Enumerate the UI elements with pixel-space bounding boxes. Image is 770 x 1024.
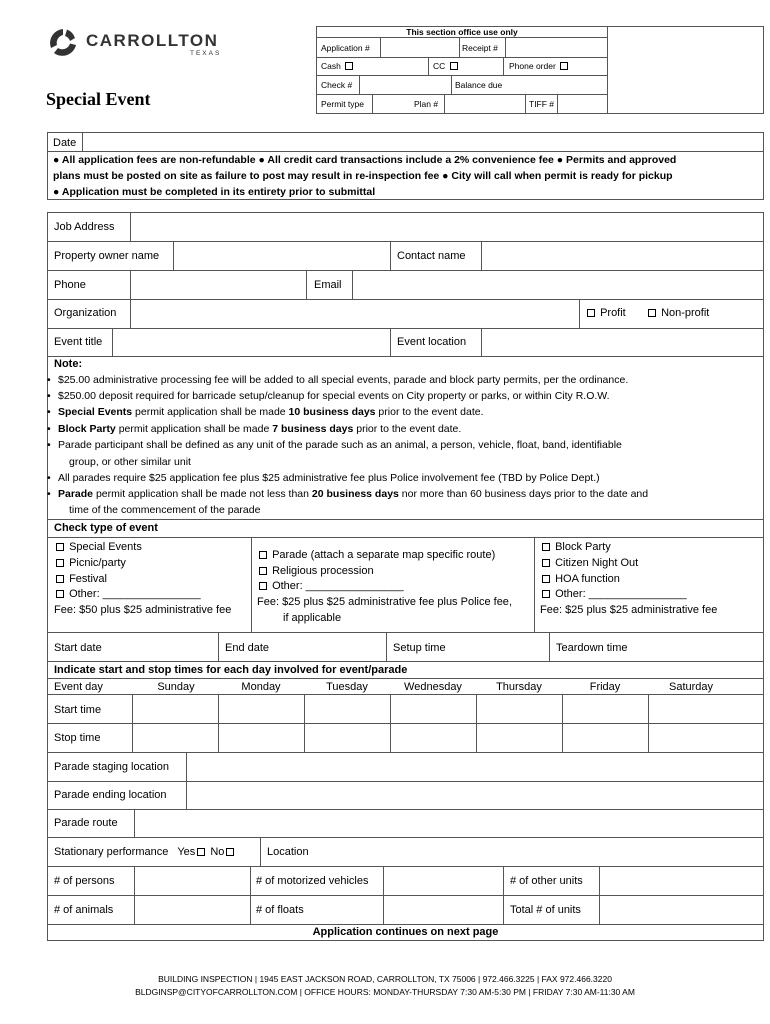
note-3c: 10 business days (288, 406, 376, 418)
location-label: Location (267, 846, 309, 858)
email-label: Email (314, 279, 342, 291)
office-cc-label (433, 61, 460, 71)
citizen-night-out-text: Citizen Night Out (555, 557, 639, 569)
non-profit-checkbox[interactable] (648, 309, 656, 317)
hoa-function-checkbox[interactable] (542, 575, 550, 583)
day-monday: Monday (241, 681, 281, 693)
hoa-function-option[interactable] (540, 573, 620, 586)
religious-procession-option[interactable] (257, 565, 374, 578)
setup-time-label: Setup time (393, 642, 446, 654)
parade-route-label: Parade route (54, 817, 118, 829)
cash-checkbox[interactable] (345, 62, 353, 70)
no-checkbox[interactable] (226, 848, 234, 856)
office-check-label: Check # (321, 80, 353, 90)
special-events-option[interactable] (54, 541, 142, 554)
event-day-label: Event day (54, 681, 103, 693)
note-3d: prior to the event date. (375, 406, 484, 418)
office-balance-due-label: Balance due (455, 80, 503, 90)
note-item-5: • Parade participant shall be defined as any unit of the parade such as an animal, a person, vehicle, float, band, identifiable (58, 439, 622, 452)
religious-procession-checkbox[interactable] (259, 567, 267, 575)
note-item-5-cont: group, or other similar unit (69, 456, 191, 468)
other-units-label: # of other units (510, 875, 583, 887)
office-phone-order-text: Phone order (509, 61, 556, 71)
notice-line-1: ● All application fees are non-refundable ● All credit card transactions include a 2% convenience fee ● Permits and approved (53, 154, 677, 166)
office-application-label: Application # (321, 43, 370, 53)
note-item-3 (58, 406, 484, 419)
festival-text: Festival (69, 573, 107, 585)
other-3-checkbox[interactable] (542, 590, 550, 598)
event-location-label: Event location (397, 336, 467, 348)
footer-line-1: BUILDING INSPECTION | 1945 EAST JACKSON ROAD, CARROLLTON, TX 75006 | 972.466.3225 | FAX 972.466.3220 (158, 974, 612, 984)
special-events-checkbox[interactable] (56, 543, 64, 551)
note-item-7-cont: time of the commencement of the parade (69, 504, 261, 516)
notice-line-3: ● Application must be completed in its entirety prior to submittal (53, 186, 376, 198)
office-tiff-label: TIFF # (529, 99, 555, 109)
office-receipt-label: Receipt # (462, 43, 498, 53)
phone-input[interactable] (131, 271, 305, 299)
non-profit-text: Non-profit (661, 307, 710, 319)
other-3-option[interactable] (540, 588, 687, 601)
logo-sub: TEXAS (190, 50, 222, 57)
note-title: Note: (54, 358, 83, 370)
block-party-option[interactable] (540, 541, 611, 554)
notice-line-2: plans must be posted on site as failure to post may result in re-inspection fee ● City will call when permit is ready for pickup (53, 170, 673, 182)
stationary-text: Stationary performance (54, 846, 169, 858)
parade-staging-label: Parade staging location (54, 761, 169, 773)
office-cash-label (321, 61, 355, 71)
day-wednesday: Wednesday (404, 681, 462, 693)
parade-option[interactable] (257, 549, 495, 562)
day-thursday: Thursday (496, 681, 542, 693)
festival-option[interactable] (54, 573, 107, 586)
col1-fee: Fee: $50 plus $25 administrative fee (54, 604, 232, 616)
hoa-function-text: HOA function (555, 573, 620, 585)
picnic-party-text: Picnic/party (69, 557, 126, 569)
start-date-label: Start date (54, 642, 102, 654)
animals-label: # of animals (54, 904, 114, 916)
parade-staging-input[interactable] (187, 753, 763, 781)
parade-ending-label: Parade ending location (54, 789, 167, 801)
col2-fee-line-2: if applicable (283, 612, 342, 624)
note-4c: 7 business days (272, 423, 354, 435)
organization-label: Organization (54, 307, 117, 319)
email-input[interactable] (353, 271, 763, 299)
other-2-option[interactable] (257, 580, 404, 593)
office-cc-text: CC (433, 61, 446, 71)
event-title-label: Event title (54, 336, 103, 348)
block-party-checkbox[interactable] (542, 543, 550, 551)
religious-procession-text: Religious procession (272, 565, 374, 577)
citizen-night-out-option[interactable] (540, 557, 638, 570)
property-owner-label: Property owner name (54, 250, 160, 262)
note-item-2: • $250.00 deposit required for barricade setup/cleanup for special events on City property or parks, or within City R.O.W. (58, 390, 610, 403)
picnic-party-option[interactable] (54, 557, 126, 570)
parade-route-input[interactable] (135, 810, 763, 837)
office-permit-type-label: Permit type (321, 99, 364, 109)
note-4d: prior to the event date. (353, 423, 462, 435)
note-7b: permit application shall be made not less than (93, 488, 312, 500)
organization-input[interactable] (131, 300, 578, 328)
phone-order-checkbox[interactable] (560, 62, 568, 70)
other-1-option[interactable] (54, 588, 201, 601)
note-3b: permit application shall be made (132, 406, 289, 418)
start-time-label: Start time (54, 704, 102, 716)
note-7c: 20 business days (311, 488, 399, 500)
special-events-text: Special Events (69, 541, 142, 553)
note-item-1: • $25.00 administrative processing fee will be added to all special events, parade and block party permits, per the ordinance. (58, 374, 628, 387)
note-3a: Special Events (58, 406, 133, 418)
other-1-checkbox[interactable] (56, 590, 64, 598)
yes-checkbox[interactable] (197, 848, 205, 856)
city-logo (46, 26, 226, 62)
col2-fee-line-1: Fee: $25 plus $25 administrative fee plus Police fee, (257, 596, 512, 608)
note-item-7 (58, 488, 648, 501)
non-profit-option[interactable] (646, 307, 709, 320)
end-date-label: End date (225, 642, 270, 654)
contact-name-label: Contact name (397, 250, 466, 262)
continues-note: Application continues on next page (312, 926, 499, 938)
other-3-text: Other: ________________ (555, 588, 687, 600)
event-type-title: Check type of event (54, 522, 158, 534)
other-1-text: Other: ________________ (69, 588, 201, 600)
block-party-text: Block Party (555, 541, 611, 553)
footer-line-2: BLDGINSP@CITYOFCARROLLTON.COM | OFFICE HOURS: MONDAY-THURSDAY 7:30 AM-5:30 PM | FRIDAY 7:30 AM-11:30 AM (135, 987, 635, 997)
persons-label: # of persons (54, 875, 115, 887)
profit-text: Profit (600, 307, 626, 319)
profit-option[interactable] (585, 307, 626, 320)
note-item-4 (58, 423, 461, 436)
other-2-text: Other: ________________ (272, 580, 404, 592)
carrollton-logo-icon (46, 26, 80, 60)
office-cash-text: Cash (321, 61, 341, 71)
contact-name-input[interactable] (482, 242, 763, 270)
event-title-input[interactable] (113, 329, 389, 356)
day-sunday: Sunday (157, 681, 195, 693)
teardown-time-label: Teardown time (556, 642, 628, 654)
date-label: Date (53, 137, 77, 149)
no-text: No (210, 846, 225, 858)
parade-text: Parade (attach a separate map specific route) (272, 549, 496, 561)
motorized-vehicles-label: # of motorized vehicles (256, 875, 369, 887)
form-title: Special Event (46, 89, 151, 109)
note-4b: permit application shall be made (115, 423, 273, 435)
office-plan-label: Plan # (414, 99, 439, 109)
office-phone-order-label (509, 61, 570, 71)
cc-checkbox[interactable] (450, 62, 458, 70)
phone-label: Phone (54, 279, 86, 291)
citizen-night-out-checkbox[interactable] (542, 559, 550, 567)
note-7a: Parade (58, 488, 94, 500)
office-use-title: This section office use only (406, 27, 518, 37)
floats-label: # of floats (256, 904, 304, 916)
location-input[interactable] (320, 838, 763, 866)
schedule-title: Indicate start and stop times for each day involved for event/parade (54, 664, 408, 676)
yes-text: Yes (177, 846, 196, 858)
note-7d: nor more than 60 business days prior to the date and (398, 488, 649, 500)
day-tuesday: Tuesday (326, 681, 368, 693)
picnic-party-checkbox[interactable] (56, 559, 64, 567)
logo-name: CARROLLTON (86, 31, 219, 50)
property-owner-input[interactable] (174, 242, 389, 270)
profit-checkbox[interactable] (587, 309, 595, 317)
stop-time-label: Stop time (54, 732, 101, 744)
job-address-input[interactable] (131, 213, 763, 241)
event-location-input[interactable] (482, 329, 763, 356)
parade-checkbox[interactable] (259, 551, 267, 559)
parade-ending-input[interactable] (187, 782, 763, 809)
day-saturday: Saturday (668, 681, 714, 693)
stationary-performance-label (54, 846, 236, 859)
day-friday: Friday (589, 681, 621, 693)
job-address-label: Job Address (54, 221, 115, 233)
note-4a: Block Party (58, 423, 116, 435)
note-item-6: • All parades require $25 application fee plus $25 administrative fee plus Police involvement fee (TBD by Police Dept.) (58, 472, 600, 485)
col3-fee: Fee: $25 plus $25 administrative fee (540, 604, 718, 616)
total-units-label: Total # of units (510, 904, 581, 916)
date-input[interactable] (83, 133, 763, 151)
other-2-checkbox[interactable] (259, 582, 267, 590)
festival-checkbox[interactable] (56, 575, 64, 583)
